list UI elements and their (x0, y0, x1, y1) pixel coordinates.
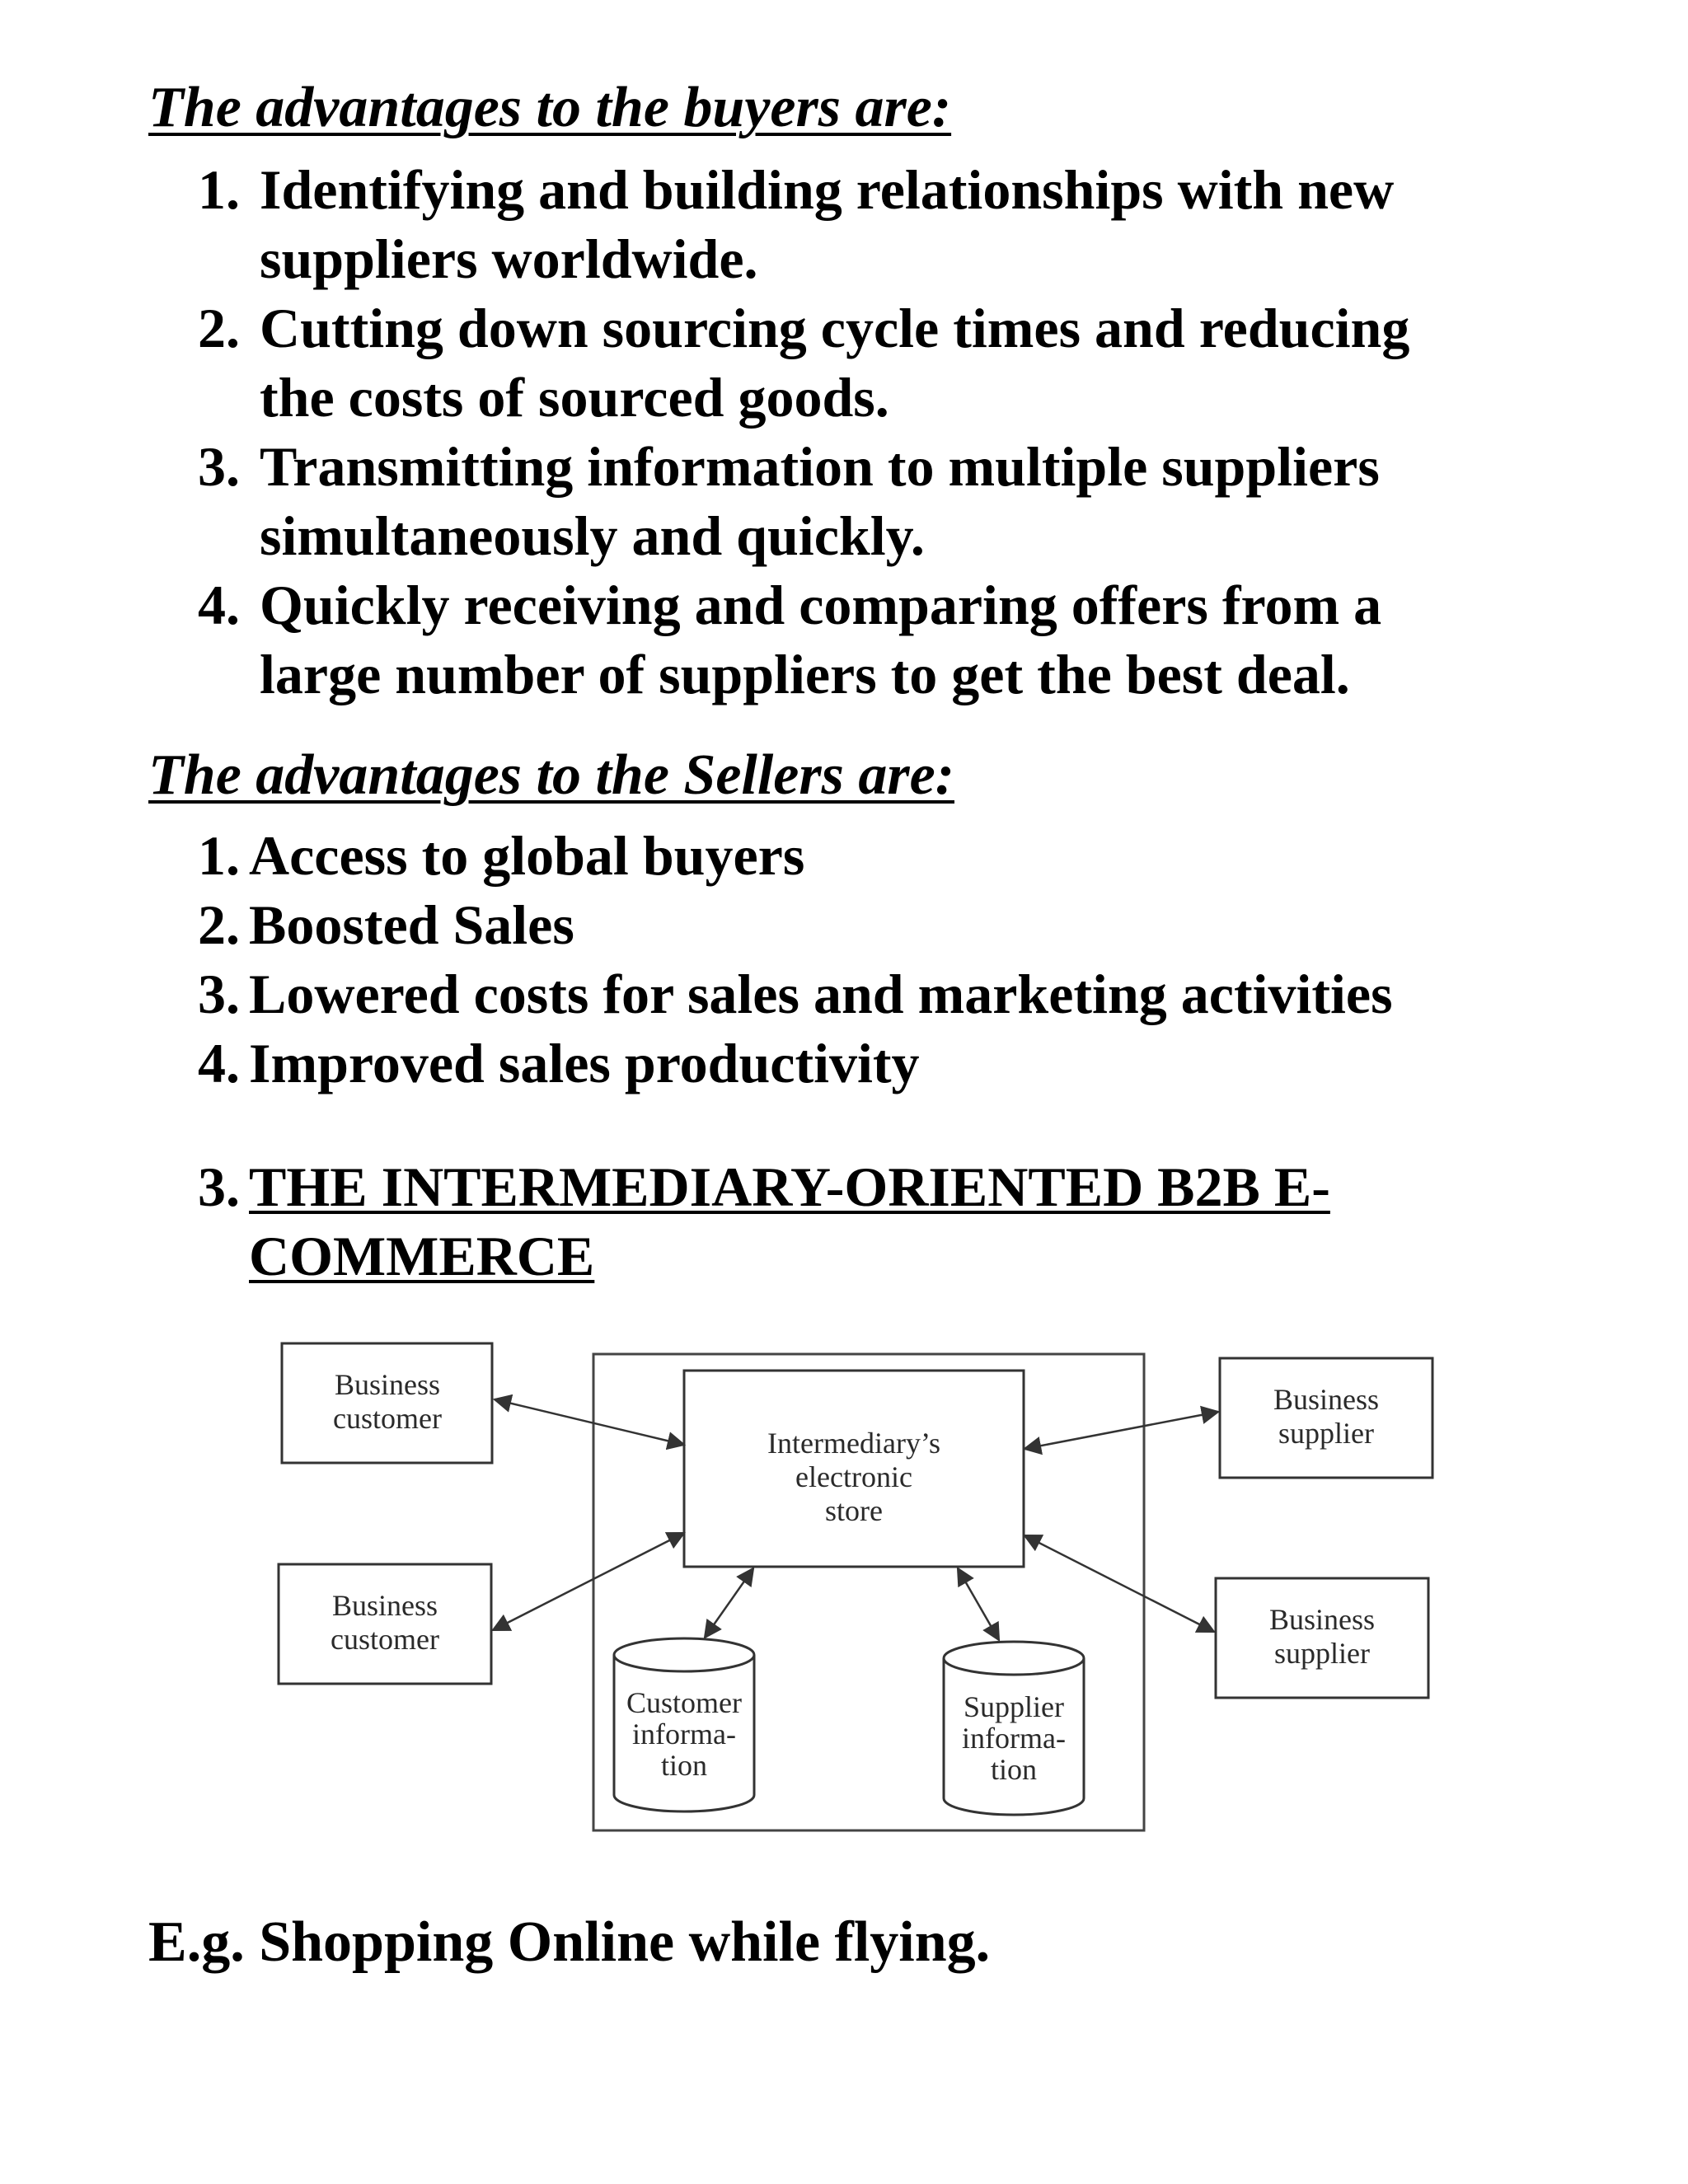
list-number: 4. (198, 574, 240, 636)
customer-store-arrow (493, 1533, 684, 1630)
list-item (198, 155, 1533, 293)
store-label-line: store (825, 1494, 883, 1527)
list-item (198, 959, 1533, 1029)
list-item-text: Boosted Sales (249, 893, 574, 956)
list-item (198, 432, 1533, 570)
buyers-advantages-heading: The advantages to the buyers are: (148, 76, 952, 139)
supplier-store-arrow (1025, 1412, 1218, 1449)
supplier-store-arrow (1025, 1535, 1214, 1632)
business-customer-box (282, 1343, 492, 1463)
b2b-intermediary-diagram (239, 1310, 1459, 1854)
sellers-advantages-list (198, 821, 1533, 1098)
database-label-line: informa- (632, 1718, 736, 1750)
store-supplier-db-arrow (958, 1568, 999, 1640)
list-number: 1. (198, 158, 240, 221)
customer-label-line: customer (333, 1402, 442, 1435)
list-number: 3. (198, 963, 240, 1025)
customer-label-line: customer (331, 1623, 439, 1656)
list-number: 2. (198, 297, 240, 359)
list-item-line: Transmitting information to multiple suppliers (260, 435, 1380, 498)
database-label-line: Supplier (964, 1690, 1064, 1723)
section-title (198, 1152, 1533, 1291)
list-number: 2. (198, 893, 240, 956)
list-item-line: suppliers worldwide. (260, 227, 758, 290)
section-title-line: COMMERCE (249, 1225, 595, 1287)
list-item-line: Quickly receiving and comparing offers from a (260, 574, 1382, 636)
supplier-label-line: supplier (1278, 1417, 1374, 1450)
supplier-label-line: Business (1268, 1603, 1376, 1636)
database-label-line: informa- (962, 1722, 1066, 1755)
section-heading (198, 1152, 1533, 1291)
business-supplier-box (1216, 1578, 1428, 1698)
sellers-advantages-heading: The advantages to the Sellers are: (148, 743, 954, 807)
store-customer-db-arrow (705, 1568, 753, 1638)
customer-store-arrow (495, 1399, 684, 1445)
customer-database-icon (614, 1638, 754, 1811)
list-item (198, 570, 1533, 709)
example-text: E.g. Shopping Online while flying. (148, 1910, 991, 1974)
customer-label-line: Business (334, 1368, 441, 1401)
list-number: 1. (198, 824, 240, 887)
list-item (198, 890, 1533, 959)
list-item (198, 821, 1533, 890)
intermediary-store-box (684, 1371, 1024, 1567)
business-customer-box (279, 1564, 491, 1684)
supplier-label-line: Business (1273, 1383, 1380, 1416)
list-number: 3. (198, 435, 240, 498)
database-label-line: tion (660, 1749, 708, 1782)
database-label-line: Customer (626, 1686, 742, 1719)
list-item-line: simultaneously and quickly. (260, 504, 925, 567)
buyers-advantages-list (198, 155, 1533, 709)
customer-label-line: Business (331, 1589, 438, 1622)
list-item-text: Lowered costs for sales and marketing activities (249, 963, 1393, 1025)
store-label-line: Intermediary’s (767, 1427, 940, 1460)
list-item-line: Identifying and building relationships with new (260, 158, 1395, 221)
section-title-line: THE INTERMEDIARY-ORIENTED B2B E- (249, 1155, 1330, 1218)
list-item-line: large number of suppliers to get the best deal. (260, 643, 1350, 705)
list-item (198, 293, 1533, 432)
database-label-line: tion (990, 1753, 1038, 1786)
list-item-text: Access to global buyers (249, 824, 805, 887)
list-number: 4. (198, 1032, 240, 1094)
list-item-line: the costs of sourced goods. (260, 366, 889, 429)
store-label-line: electronic (795, 1460, 912, 1493)
section-number: 3. (198, 1155, 240, 1218)
supplier-label-line: supplier (1274, 1637, 1370, 1670)
list-item-line: Cutting down sourcing cycle times and reducing (260, 297, 1410, 359)
list-item (198, 1029, 1533, 1098)
list-item-text: Improved sales productivity (249, 1032, 920, 1094)
supplier-database-icon (944, 1642, 1084, 1815)
business-supplier-box (1220, 1358, 1432, 1478)
